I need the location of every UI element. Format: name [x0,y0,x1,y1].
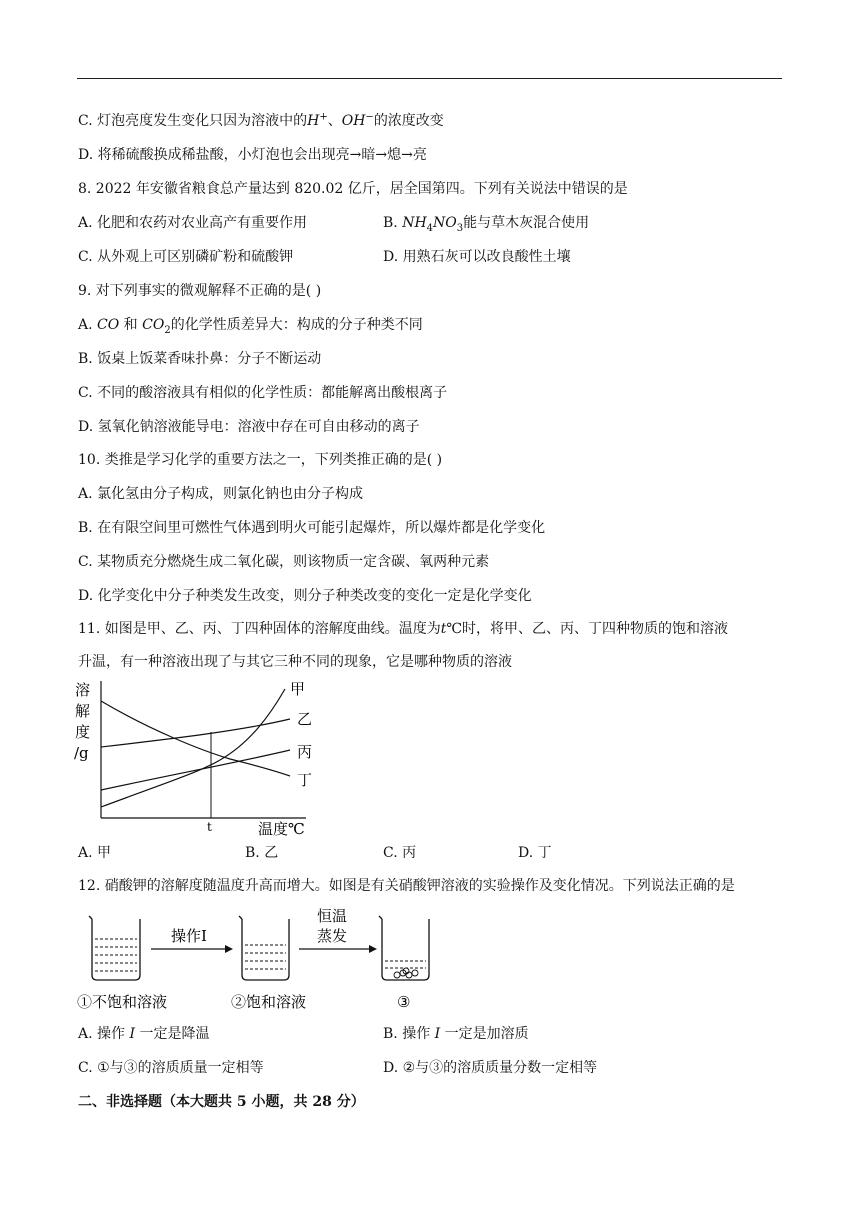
curve-jia [101,689,285,807]
beaker-1-label: ①不饱和溶液 [77,993,168,1011]
q12-b-prefix: B. 操作 [383,1026,435,1042]
q8-option-c: C. 从外观上可区别磷矿粉和硫酸钾 [78,249,294,265]
oh-ion: OH [341,113,366,129]
q8-stem: 8. 2022 年安徽省粮食总产量达到 820.02 亿斤，居全国第四。下列有关说法中错误的是 [78,181,628,197]
curve-bing [101,750,290,790]
q7-option-c [78,111,444,131]
q11-stem-line1 [78,619,728,639]
h-ion: H [307,113,320,129]
solubility-graph [70,675,320,840]
q9-a-prefix: A. [78,317,98,333]
y-label-4: /g [74,744,89,762]
roman-one: I [434,1026,441,1042]
q8-b-prefix: B. [383,215,403,231]
q7-option-d: D. 将稀硫酸换成稀盐酸，小灯泡也会出现亮→暗→熄→亮 [78,147,427,163]
t-label: t [207,820,212,834]
formula-co2: CO [142,317,165,333]
q8-option-d: D. 用熟石灰可以改良酸性土壤 [383,249,571,265]
q11-option-b: B. 乙 [245,845,279,861]
q9-a-tail: 的化学性质差异大：构成的分子种类不同 [170,317,423,333]
h-charge: + [319,111,328,123]
crystal [412,970,418,976]
x-label: 温度℃ [258,820,305,838]
curve-ding [101,701,290,776]
q11-stem-pre: 11. 如图是甲、乙、丙、丁四种固体的溶解度曲线。温度为 [78,621,441,637]
beaker-1 [89,916,140,980]
oh-charge: − [365,111,374,123]
q12-option-c: C. ①与③的溶质质量一定相等 [78,1060,264,1076]
q9-option-c: C. 不同的酸溶液具有相似的化学性质：都能解离出酸根离子 [78,385,448,401]
t-variable: t [440,621,447,637]
beaker-3-label: ③ [397,993,411,1011]
crystal [406,972,412,978]
q9-option-d: D. 氢氧化钠溶液能导电：溶液中存在可自由移动的离子 [78,419,420,435]
op2-label-line1: 恒温 [317,907,348,925]
y-label-1: 溶 [75,681,91,699]
q10-option-b: B. 在有限空间里可燃性气体遇到明火可能引起爆炸，所以爆炸都是化学变化 [78,520,546,536]
curve-label-ding: 丁 [297,771,313,789]
q11-option-a: A. 甲 [78,845,112,861]
q7-c-text: C. 灯泡亮度发生变化只因为溶液中的 [78,113,308,129]
q12-a-prefix: A. 操作 [78,1026,130,1042]
subscript: 4 [426,222,434,234]
q10-stem: 10. 类推是学习化学的重要方法之一，下列类推正确的是( ) [78,452,443,468]
y-label-2: 解 [75,702,91,720]
q7-c-tail: 的浓度改变 [373,113,444,129]
subscript: 3 [456,222,464,234]
q9-option-b: B. 饭桌上饭菜香味扑鼻：分子不断运动 [78,351,322,367]
q11-stem-post: ℃时，将甲、乙、丙、丁四种物质的饱和溶液 [446,621,729,637]
beaker-diagram [75,905,475,1017]
q11-option-c: C. 丙 [383,845,417,861]
q12-stem: 12. 硝酸钾的溶解度随温度升高而增大。如图是有关硝酸钾溶液的实验操作及变化情况。下列说法正确的是 [78,878,735,894]
beaker-3 [379,916,429,980]
q10-option-a: A. 氯化氢由分子构成，则氯化钠也由分子构成 [78,486,364,502]
q12-b-tail: 一定是加溶质 [440,1026,529,1042]
op1-label: 操作I [171,927,207,945]
curve-label-yi: 乙 [297,710,313,728]
formula-nh: NH [402,215,427,231]
q11-option-d: D. 丁 [518,845,552,861]
roman-one: I [129,1026,135,1042]
curve-label-bing: 丙 [297,743,313,761]
y-label-3: 度 [75,723,91,741]
q12-option-d: D. ②与③的溶质质量分数一定相等 [383,1060,598,1076]
q11-stem-line2: 升温，有一种溶液出现了与其它三种不同的现象，它是哪种物质的溶液 [78,654,512,670]
q12-option-b [383,1024,529,1044]
op2-label-line2: 蒸发 [317,927,348,945]
header-rule [77,78,782,79]
section-heading: 二、非选择题（本大题共 5 小题，共 28 分） [78,1094,365,1110]
subscript: 2 [164,324,171,336]
q8-option-a: A. 化肥和农药对农业高产有重要作用 [78,215,308,231]
q12-a-tail: 一定是降温 [135,1026,210,1042]
q10-option-d: D. 化学变化中分子种类发生改变，则分子种类改变的变化一定是化学变化 [78,588,532,604]
arrow-2-head [369,945,377,953]
formula-no: NO [433,215,457,231]
q8-b-tail: 能与草木灰混合使用 [463,215,590,231]
q8-option-b [383,213,589,233]
crystal [394,972,400,978]
conjunction: 和 [119,317,143,333]
q9-option-a [78,315,423,335]
arrow-1-head [225,945,233,953]
beaker-2 [239,916,289,980]
curve-label-jia: 甲 [290,680,306,698]
beaker-2-label: ②饱和溶液 [231,993,307,1011]
formula-co: CO [97,317,120,333]
q10-option-c: C. 某物质充分燃烧生成二氧化碳，则该物质一定含碳、氧两种元素 [78,554,490,570]
separator: 、 [327,113,342,129]
q9-stem: 9. 对下列事实的微观解释不正确的是( ) [78,283,322,299]
q12-option-a [78,1024,209,1044]
